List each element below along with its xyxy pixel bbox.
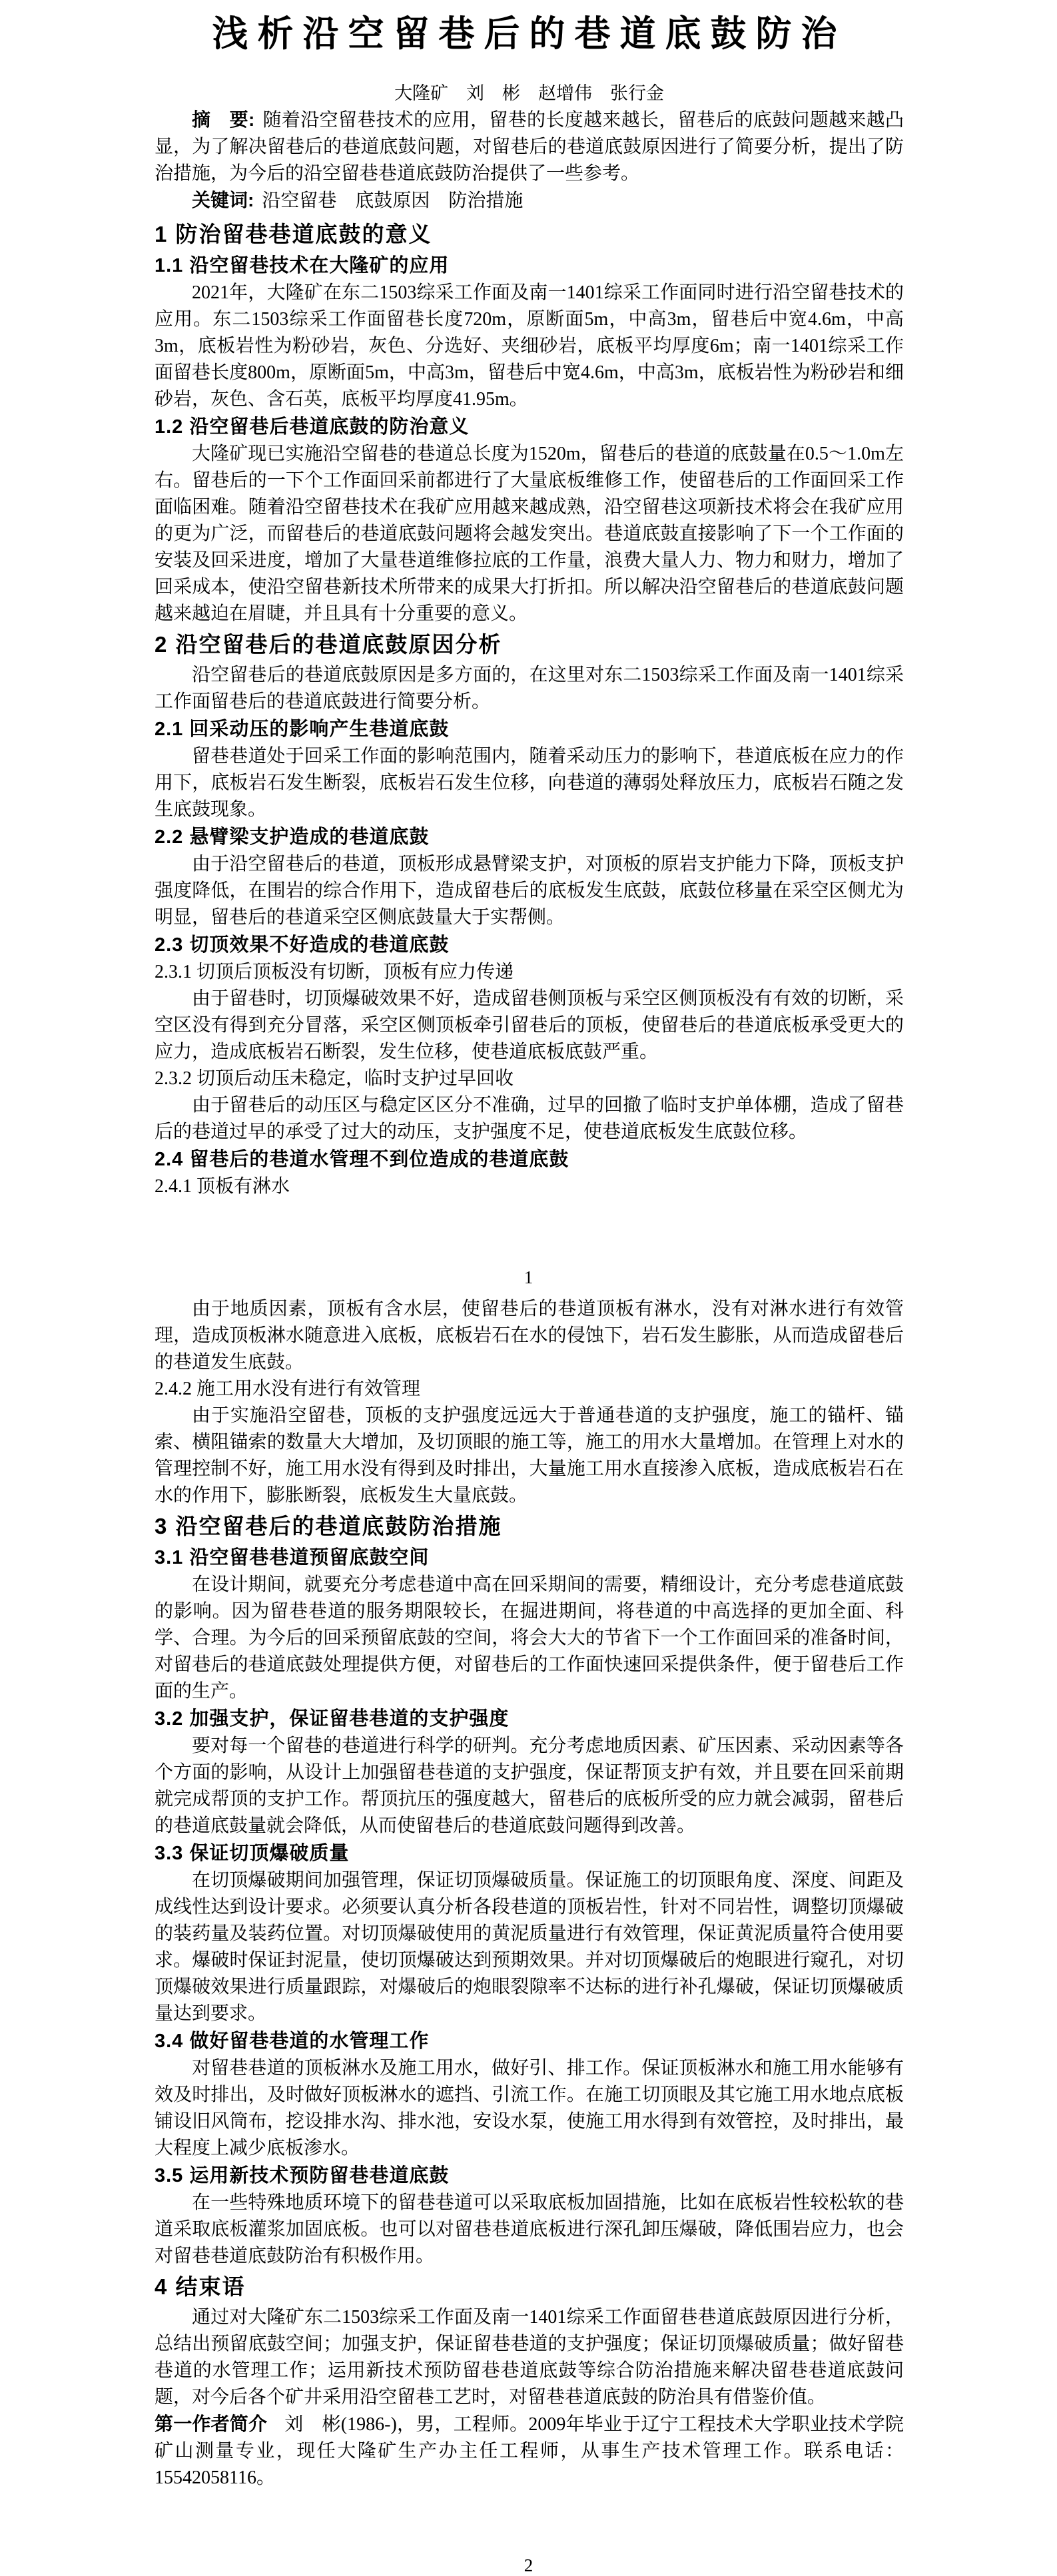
paragraph-2-0: 沿空留巷后的巷道底鼓原因是多方面的，在这里对东二1503综采工作面及南一1401综采工作面留巷后的巷道底鼓进行简要分析。: [155, 665, 904, 712]
heading-2-3: 2.3 切顶效果不好造成的巷道底鼓: [155, 934, 450, 956]
keywords-text: 沿空留巷 底鼓原因 防治措施: [262, 190, 524, 211]
paragraph-2-2: 由于沿空留巷后的巷道，顶板形成悬臂梁支护，对顶板的原岩支护能力下降，顶板支护强度降低，在围岩的综合作用下，造成留巷后的底板发生底鼓，底鼓位移量在采空区侧尤为明显，留巷后的巷道采空区侧底鼓量大于实帮侧。: [155, 854, 904, 928]
heading-1: 1 防治留巷巷道底鼓的意义: [155, 222, 432, 246]
heading-3: 3 沿空留巷后的巷道底鼓防治措施: [155, 1514, 502, 1538]
keywords-line: [155, 187, 904, 214]
heading-3-4: 3.4 做好留巷巷道的水管理工作: [155, 2031, 430, 2052]
heading-2-2: 2.2 悬臂梁支护造成的巷道底鼓: [155, 826, 430, 848]
page-2: [0, 1288, 1057, 2576]
heading-3-5: 3.5 运用新技术预防留巷巷道底鼓: [155, 2165, 450, 2186]
paragraph-2-4-2: 由于实施沿空留巷，顶板的支护强度远远大于普通巷道的支护强度，施工的锚杆、锚索、横阻锚索的数量大大增加，及切顶眼的施工等，施工的用水大量增加。在管理上对水的管理控制不好，施工用水没有得到及时排出，大量施工用水直接渗入底板，造成底板岩石在水的作用下，膨胀断裂，底板发生大量底鼓。: [155, 1405, 904, 1506]
paragraph-3-3: 在切顶爆破期间加强管理，保证切顶爆破质量。保证施工的切顶眼角度、深度、间距及成线性达到设计要求。必须要认真分析各段巷道的顶板岩性，针对不同岩性，调整切顶爆破的装药量及装药位置。对切顶爆破使用的黄泥质量进行有效管理，保证黄泥质量符合使用要求。爆破时保证封泥量，使切顶爆破达到预期效果。并对切顶爆破后的炮眼进行窥孔，对切顶爆破效果进行质量跟踪，对爆破后的炮眼裂隙率不达标的进行补孔爆破，保证切顶爆破质量达到要求。: [155, 1870, 904, 2024]
paragraph-2-3-2: 由于留巷后的动压区与稳定区区分不准确，过早的回撤了临时支护单体棚，造成了留巷后的巷道过早的承受了过大的动压，支护强度不足，使巷道底板发生底鼓位移。: [155, 1095, 904, 1142]
heading-2-3-2: 2.3.2 切顶后动压未稳定，临时支护过早回收: [155, 1068, 514, 1089]
paragraph-3-2: 要对每一个留巷的巷道进行科学的研判。充分考虑地质因素、矿压因素、采动因素等各个方面的影响，从设计上加强留巷巷道的支护强度，保证帮顶支护有效，并且要在回采前期就完成帮顶的支护工作。帮顶抗压的强度越大，留巷后的底板所受的应力就会减弱，留巷后的巷道底鼓量就会降低，从而使留巷后的巷道底鼓问题得到改善。: [155, 1736, 904, 1836]
author-bio: [155, 2411, 904, 2491]
keywords-label: 关键词:: [192, 190, 254, 210]
heading-1-2: 1.2 沿空留巷后巷道底鼓的防治意义: [155, 416, 470, 438]
heading-2-4-2: 2.4.2 施工用水没有进行有效管理: [155, 1379, 421, 1399]
heading-2-1: 2.1 回采动压的影响产生巷道底鼓: [155, 719, 450, 740]
paragraph-2-1: 留巷巷道处于回采工作面的影响范围内，随着采动压力的影响下，巷道底板在应力的作用下，底板岩石发生断裂，底板岩石发生位移，向巷道的薄弱处释放压力，底板岩石随之发生底鼓现象。: [155, 746, 904, 820]
abstract: [155, 107, 904, 187]
heading-4: 4 结束语: [155, 2274, 246, 2299]
paragraph-3-5: 在一些特殊地质环境下的留巷巷道可以采取底板加固措施，比如在底板岩性较松软的巷道采取底板灌浆加固底板。也可以对留巷巷道底板进行深孔卸压爆破，降低围岩应力，也会对留巷巷道底鼓防治有积极作用。: [155, 2192, 904, 2266]
heading-2: 2 沿空留巷后的巷道底鼓原因分析: [155, 632, 502, 657]
page-number-1: 1: [524, 1267, 533, 1287]
paper-title: 浅析沿空留巷后的巷道底鼓防治: [212, 14, 847, 54]
paragraph-1-2: 大隆矿现已实施沿空留巷的巷道总长度为1520m，留巷后的巷道的底鼓量在0.5～1.0m左右。留巷后的一下个工作面回采前都进行了大量底板维修工作，使留巷后的工作面回采工作面临困难。随着沿空留巷技术在我矿应用越来越成熟，沿空留巷这项新技术将会在我矿应用的更为广泛，而留巷后的巷道底鼓问题将会越发突出。巷道底鼓直接影响了下一个工作面的安装及回采进度，增加了大量巷道维修拉底的工作量，浪费大量人力、物力和财力，增加了回采成本，使沿空留巷新技术所带来的成果大打折扣。所以解决沿空留巷后的巷道底鼓问题越来越迫在眉睫，并且具有十分重要的意义。: [155, 444, 904, 624]
heading-2-4: 2.4 留巷后的巷道水管理不到位造成的巷道底鼓: [155, 1149, 569, 1170]
paragraph-4-0: 通过对大隆矿东二1503综采工作面及南一1401综采工作面留巷巷道底鼓原因进行分析，总结出预留底鼓空间；加强支护，保证留巷巷道的支护强度；保证切顶爆破质量；做好留巷巷道的水管理工作；运用新技术预防留巷巷道底鼓等综合防治措施来解决留巷巷道底鼓问题，对今后各个矿井采用沿空留巷工艺时，对留巷巷道底鼓的防治具有借鉴价值。: [155, 2307, 904, 2408]
heading-3-1: 3.1 沿空留巷巷道预留底鼓空间: [155, 1547, 430, 1568]
page-number-2: 2: [524, 2555, 533, 2575]
heading-3-2: 3.2 加强支护，保证留巷巷道的支护强度: [155, 1708, 510, 1730]
paragraph-1-1: 2021年，大隆矿在东二1503综采工作面及南一1401综采工作面同时进行沿空留巷技术的应用。东二1503综采工作面留巷长度720m，原断面5m，中高3m，留巷后中宽4.6m，中高3m，底板岩性为粉砂岩，灰色、分选好、夹细砂岩，底板平均厚度6m；南一1401综采工作面留巷长度800m，原断面5m，中高3m，留巷后中宽4.6m，中高3m，底板岩性为粉砂岩和细砂岩，灰色、含石英，底板平均厚度41.95m。: [155, 282, 904, 410]
paragraph-2-4-1: 由于地质因素，顶板有含水层，使留巷后的巷道顶板有淋水，没有对淋水进行有效管理，造成顶板淋水随意进入底板，底板岩石在水的侵蚀下，岩石发生膨胀，从而造成留巷后的巷道发生底鼓。: [155, 1299, 904, 1373]
heading-2-3-1: 2.3.1 切顶后顶板没有切断，顶板有应力传递: [155, 962, 514, 982]
paragraph-3-1: 在设计期间，就要充分考虑巷道中高在回采期间的需要，精细设计，充分考虑巷道底鼓的影响。因为留巷巷道的服务期限较长，在掘进期间，将巷道的中高选择的更加全面、科学、合理。为今后的回采预留底鼓的空间，将会大大的节省下一个工作面回采的准备时间，对留巷后的巷道底鼓处理提供方便，对留巷后的工作面快速回采提供条件，便于留巷后工作面的生产。: [155, 1574, 904, 1702]
authors-line: 大隆矿 刘 彬 赵增伟 张行金: [394, 83, 664, 103]
heading-3-3: 3.3 保证切顶爆破质量: [155, 1843, 350, 1864]
abstract-label: 摘 要:: [192, 109, 255, 130]
heading-1-1: 1.1 沿空留巷技术在大隆矿的应用: [155, 255, 450, 276]
heading-2-4-1: 2.4.1 顶板有淋水: [155, 1176, 290, 1197]
author-bio-text: 刘 彬(1986-)，男，工程师。2009年毕业于辽宁工程技术大学职业技术学院矿山测量专业，现任大隆矿生产办主任工程师，从事生产技术管理工作。联系电话：15542058116。: [155, 2414, 904, 2488]
paragraph-3-4: 对留巷巷道的顶板淋水及施工用水，做好引、排工作。保证顶板淋水和施工用水能够有效及时排出，及时做好顶板淋水的遮挡、引流工作。在施工切顶眼及其它施工用水地点底板铺设旧风筒布，挖设排水沟、排水池，安设水泵，使施工用水得到有效管控，及时排出，最大程度上减少底板渗水。: [155, 2058, 904, 2158]
paragraph-2-3-1: 由于留巷时，切顶爆破效果不好，造成留巷侧顶板与采空区侧顶板没有有效的切断，采空区没有得到充分冒落，采空区侧顶板牵引留巷后的顶板，使留巷后的巷道底板承受更大的应力，造成底板岩石断裂，发生位移，使巷道底板底鼓严重。: [155, 988, 904, 1062]
abstract-text: 随着沿空留巷技术的应用，留巷的长度越来越长，留巷后的底鼓问题越来越凸显，为了解决留巷后的巷道底鼓问题，对留巷后的巷道底鼓原因进行了简要分析，提出了防治措施，为今后的沿空留巷巷道底鼓防治提供了一些参考。: [155, 110, 904, 184]
author-bio-label: 第一作者简介: [155, 2414, 268, 2434]
